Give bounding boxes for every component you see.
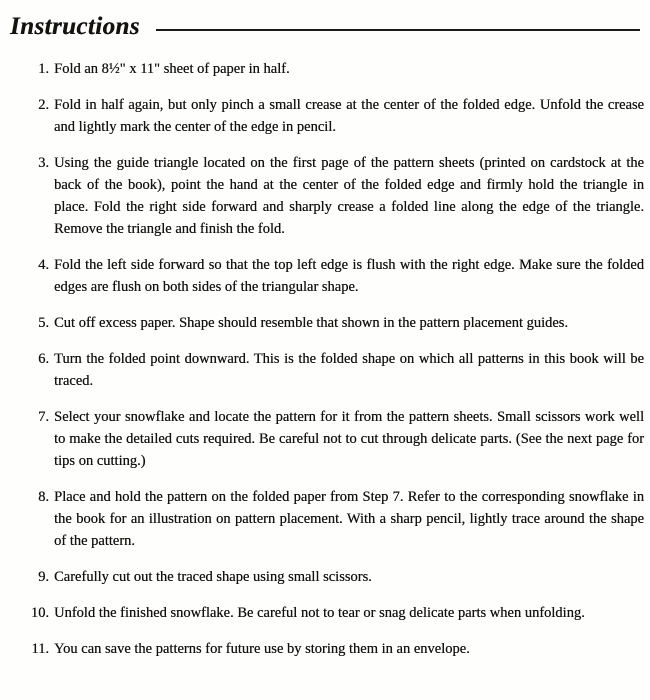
- item-number: 10.: [30, 605, 49, 621]
- instruction-item: [8, 94, 644, 138]
- instruction-item: [8, 602, 644, 624]
- instruction-item: [8, 312, 644, 334]
- item-number: 6.: [38, 351, 49, 367]
- item-text: You can save the patterns for future use by storing them in an envelope.: [54, 641, 470, 657]
- instruction-item: [8, 486, 644, 552]
- item-text: Turn the folded point downward. This is the folded shape on which all patterns in this book will be traced.: [54, 351, 644, 389]
- item-number: 3.: [38, 155, 49, 171]
- item-text: Select your snowflake and locate the pattern for it from the pattern sheets. Small scissors work well to make the detailed cuts required. Be careful not to cut through delicate parts. (See the next page for tips on cutting.): [54, 409, 644, 469]
- item-number: 2.: [38, 97, 49, 113]
- item-number: 4.: [38, 257, 49, 273]
- item-text: Fold the left side forward so that the top left edge is flush with the right edge. Make sure the folded edges are flush on both sides of the triangular shape.: [54, 257, 644, 295]
- item-text: Fold in half again, but only pinch a small crease at the center of the folded edge. Unfold the crease and lightly mark the center of the edge in pencil.: [54, 97, 644, 135]
- item-text: Unfold the finished snowflake. Be careful not to tear or snag delicate parts when unfolding.: [54, 605, 585, 621]
- item-text: Cut off excess paper. Shape should resemble that shown in the pattern placement guides.: [54, 315, 568, 331]
- instruction-item: [8, 566, 644, 588]
- page-title: Instructions: [10, 13, 140, 40]
- item-text: Using the guide triangle located on the first page of the pattern sheets (printed on cardstock at the back of the book), point the hand at the center of the folded edge and firmly hold the triangle in place. Fold the right side forward and sharply crease a folded line along the edge of the triangle. Remove the triangle and finish the fold.: [54, 155, 644, 237]
- instruction-item: [8, 638, 644, 660]
- instructions-list: [8, 58, 644, 660]
- item-number: 9.: [38, 569, 49, 585]
- item-text: Carefully cut out the traced shape using small scissors.: [54, 569, 372, 585]
- item-number: 5.: [38, 315, 49, 331]
- instruction-item: [8, 152, 644, 240]
- item-number: 7.: [38, 409, 49, 425]
- instruction-item: [8, 58, 644, 80]
- instruction-item: [8, 406, 644, 472]
- instruction-item: [8, 348, 644, 392]
- instruction-item: [8, 254, 644, 298]
- item-number: 1.: [38, 61, 49, 77]
- page-header: [8, 13, 644, 41]
- item-text: Fold an 8½" x 11" sheet of paper in half.: [54, 61, 290, 77]
- item-number: 11.: [31, 641, 49, 657]
- item-number: 8.: [38, 489, 49, 505]
- item-text: Place and hold the pattern on the folded paper from Step 7. Refer to the corresponding snowflake in the book for an illustration on pattern placement. With a sharp pencil, lightly trace around the shape of the pattern.: [54, 489, 644, 549]
- title-rule: [156, 29, 640, 31]
